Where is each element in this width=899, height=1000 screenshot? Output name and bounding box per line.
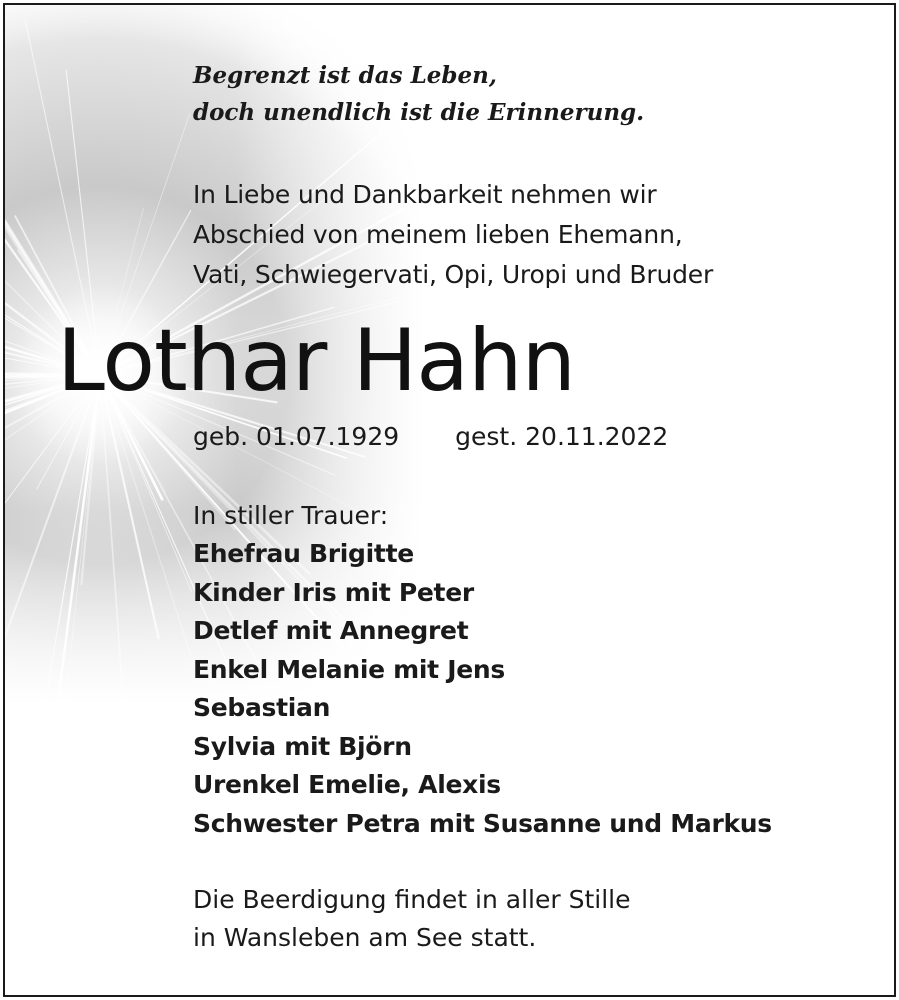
intro-line: Vati, Schwiegervati, Opi, Uropi und Bruder <box>193 260 714 289</box>
mourner-item: Sylvia mit Björn <box>193 731 412 761</box>
intro-line: Abschied von meinem lieben Ehemann, <box>193 220 683 249</box>
life-dates <box>193 417 668 457</box>
mourner-item: Schwester Petra mit Susanne und Markus <box>193 808 772 838</box>
mourners-list <box>193 535 772 843</box>
birth-date: geb. 01.07.1929 <box>193 422 400 451</box>
burial-line: Die Beerdigung findet in aller Stille <box>193 885 631 914</box>
intro-line: In Liebe und Dankbarkeit nehmen wir <box>193 180 657 209</box>
burial-notice <box>193 881 631 957</box>
mourning-label: In stiller Trauer: <box>193 501 389 530</box>
mourner-item: Kinder Iris mit Peter <box>193 577 474 607</box>
motto-line: doch unendlich ist die Erinnerung. <box>193 99 645 126</box>
motto-line: Begrenzt ist das Leben, <box>193 62 497 89</box>
mourner-item: Urenkel Emelie, Alexis <box>193 770 501 799</box>
intro-text <box>193 175 713 295</box>
deceased-name: Lothar Hahn <box>57 311 576 411</box>
death-date: gest. 20.11.2022 <box>455 422 669 451</box>
mourner-item: Ehefrau Brigitte <box>193 539 414 568</box>
obituary-card <box>3 3 896 997</box>
mourner-item: Enkel Melanie mit Jens <box>193 654 505 684</box>
mourner-item: Sebastian <box>193 693 331 722</box>
burial-line: in Wansleben am See statt. <box>193 923 537 952</box>
motto <box>193 57 644 131</box>
mourner-item: Detlef mit Annegret <box>193 616 469 645</box>
